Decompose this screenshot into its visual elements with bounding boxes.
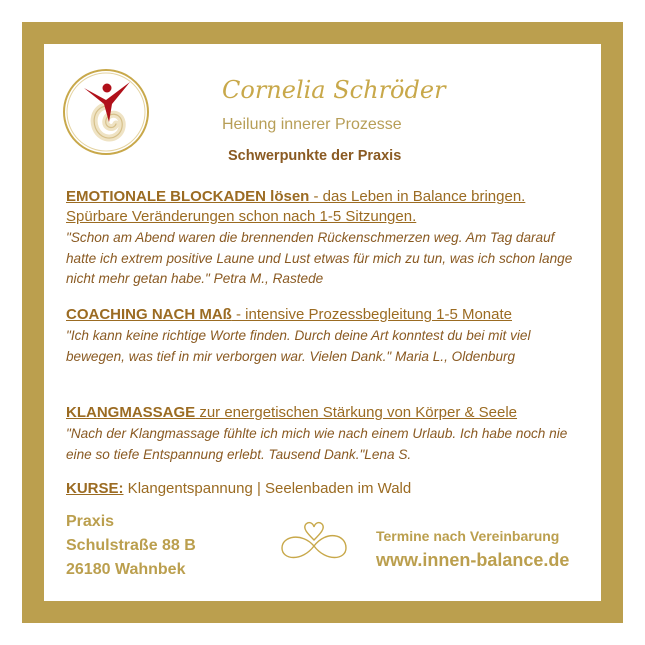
service-title bbox=[66, 403, 576, 423]
service-emotionale-blockaden bbox=[66, 187, 576, 290]
section-heading: Schwerpunkte der Praxis bbox=[228, 148, 402, 164]
service-klangmassage bbox=[66, 403, 576, 465]
testimonial-quote: "Nach der Klangmassage fühlte ich mich wie nach einem Urlaub. Ich habe noch nie eine so tiefe Entspannung erlebt. Tausend Dank."Lena S. bbox=[66, 426, 568, 462]
appointment-note: Termine nach Vereinbarung bbox=[376, 528, 560, 544]
brand-name: Cornelia Schröder bbox=[222, 76, 446, 104]
service-title bbox=[66, 305, 576, 325]
brand-tagline: Heilung innerer Prozesse bbox=[222, 116, 402, 133]
service-title-rest: - intensive Prozessbegleitung 1-5 Monate bbox=[231, 306, 512, 323]
practice-address bbox=[66, 510, 196, 582]
service-title-rest: zur energetischen Stärkung von Körper & Seele bbox=[195, 404, 518, 421]
address-line-3: 26180 Wahnbek bbox=[66, 561, 186, 578]
testimonial-quote: "Schon am Abend waren die brennenden Rückenschmerzen weg. Am Tag darauf hatte ich extrem positive Laune und Lust etwas für mich zu tun, was ich schon lange nicht mehr getan habe." Petra M., Rastede bbox=[66, 230, 573, 286]
kurse-line bbox=[66, 479, 576, 499]
address-line-1: Praxis bbox=[66, 513, 115, 530]
spiral-figure-logo-icon bbox=[60, 66, 152, 158]
service-title-strong: COACHING NACH MAß bbox=[66, 306, 232, 323]
service-title-rest: - das Leben in Balance bringen. Spürbare Veränderungen schon nach 1-5 Sitzungen. bbox=[66, 188, 526, 225]
testimonial-quote: "Ich kann keine richtige Worte finden. Durch deine Art konntest du bei mit viel bewegen, was tief in mir verborgen war. Vielen Dank." Maria L., Oldenburg bbox=[66, 328, 531, 364]
service-title bbox=[66, 187, 576, 227]
service-title-strong: EMOTIONALE BLOCKADEN lösen bbox=[66, 188, 310, 205]
kurse-label: KURSE: bbox=[66, 480, 124, 497]
website-link[interactable]: www.innen-balance.de bbox=[376, 550, 570, 570]
service-coaching bbox=[66, 305, 576, 367]
address-line-2: Schulstraße 88 B bbox=[66, 537, 196, 554]
infinity-heart-icon bbox=[272, 520, 356, 572]
kurse-title bbox=[66, 479, 576, 499]
kurse-text: Klangentspannung | Seelenbaden im Wald bbox=[123, 480, 412, 497]
service-title-strong: KLANGMASSAGE bbox=[66, 404, 196, 421]
